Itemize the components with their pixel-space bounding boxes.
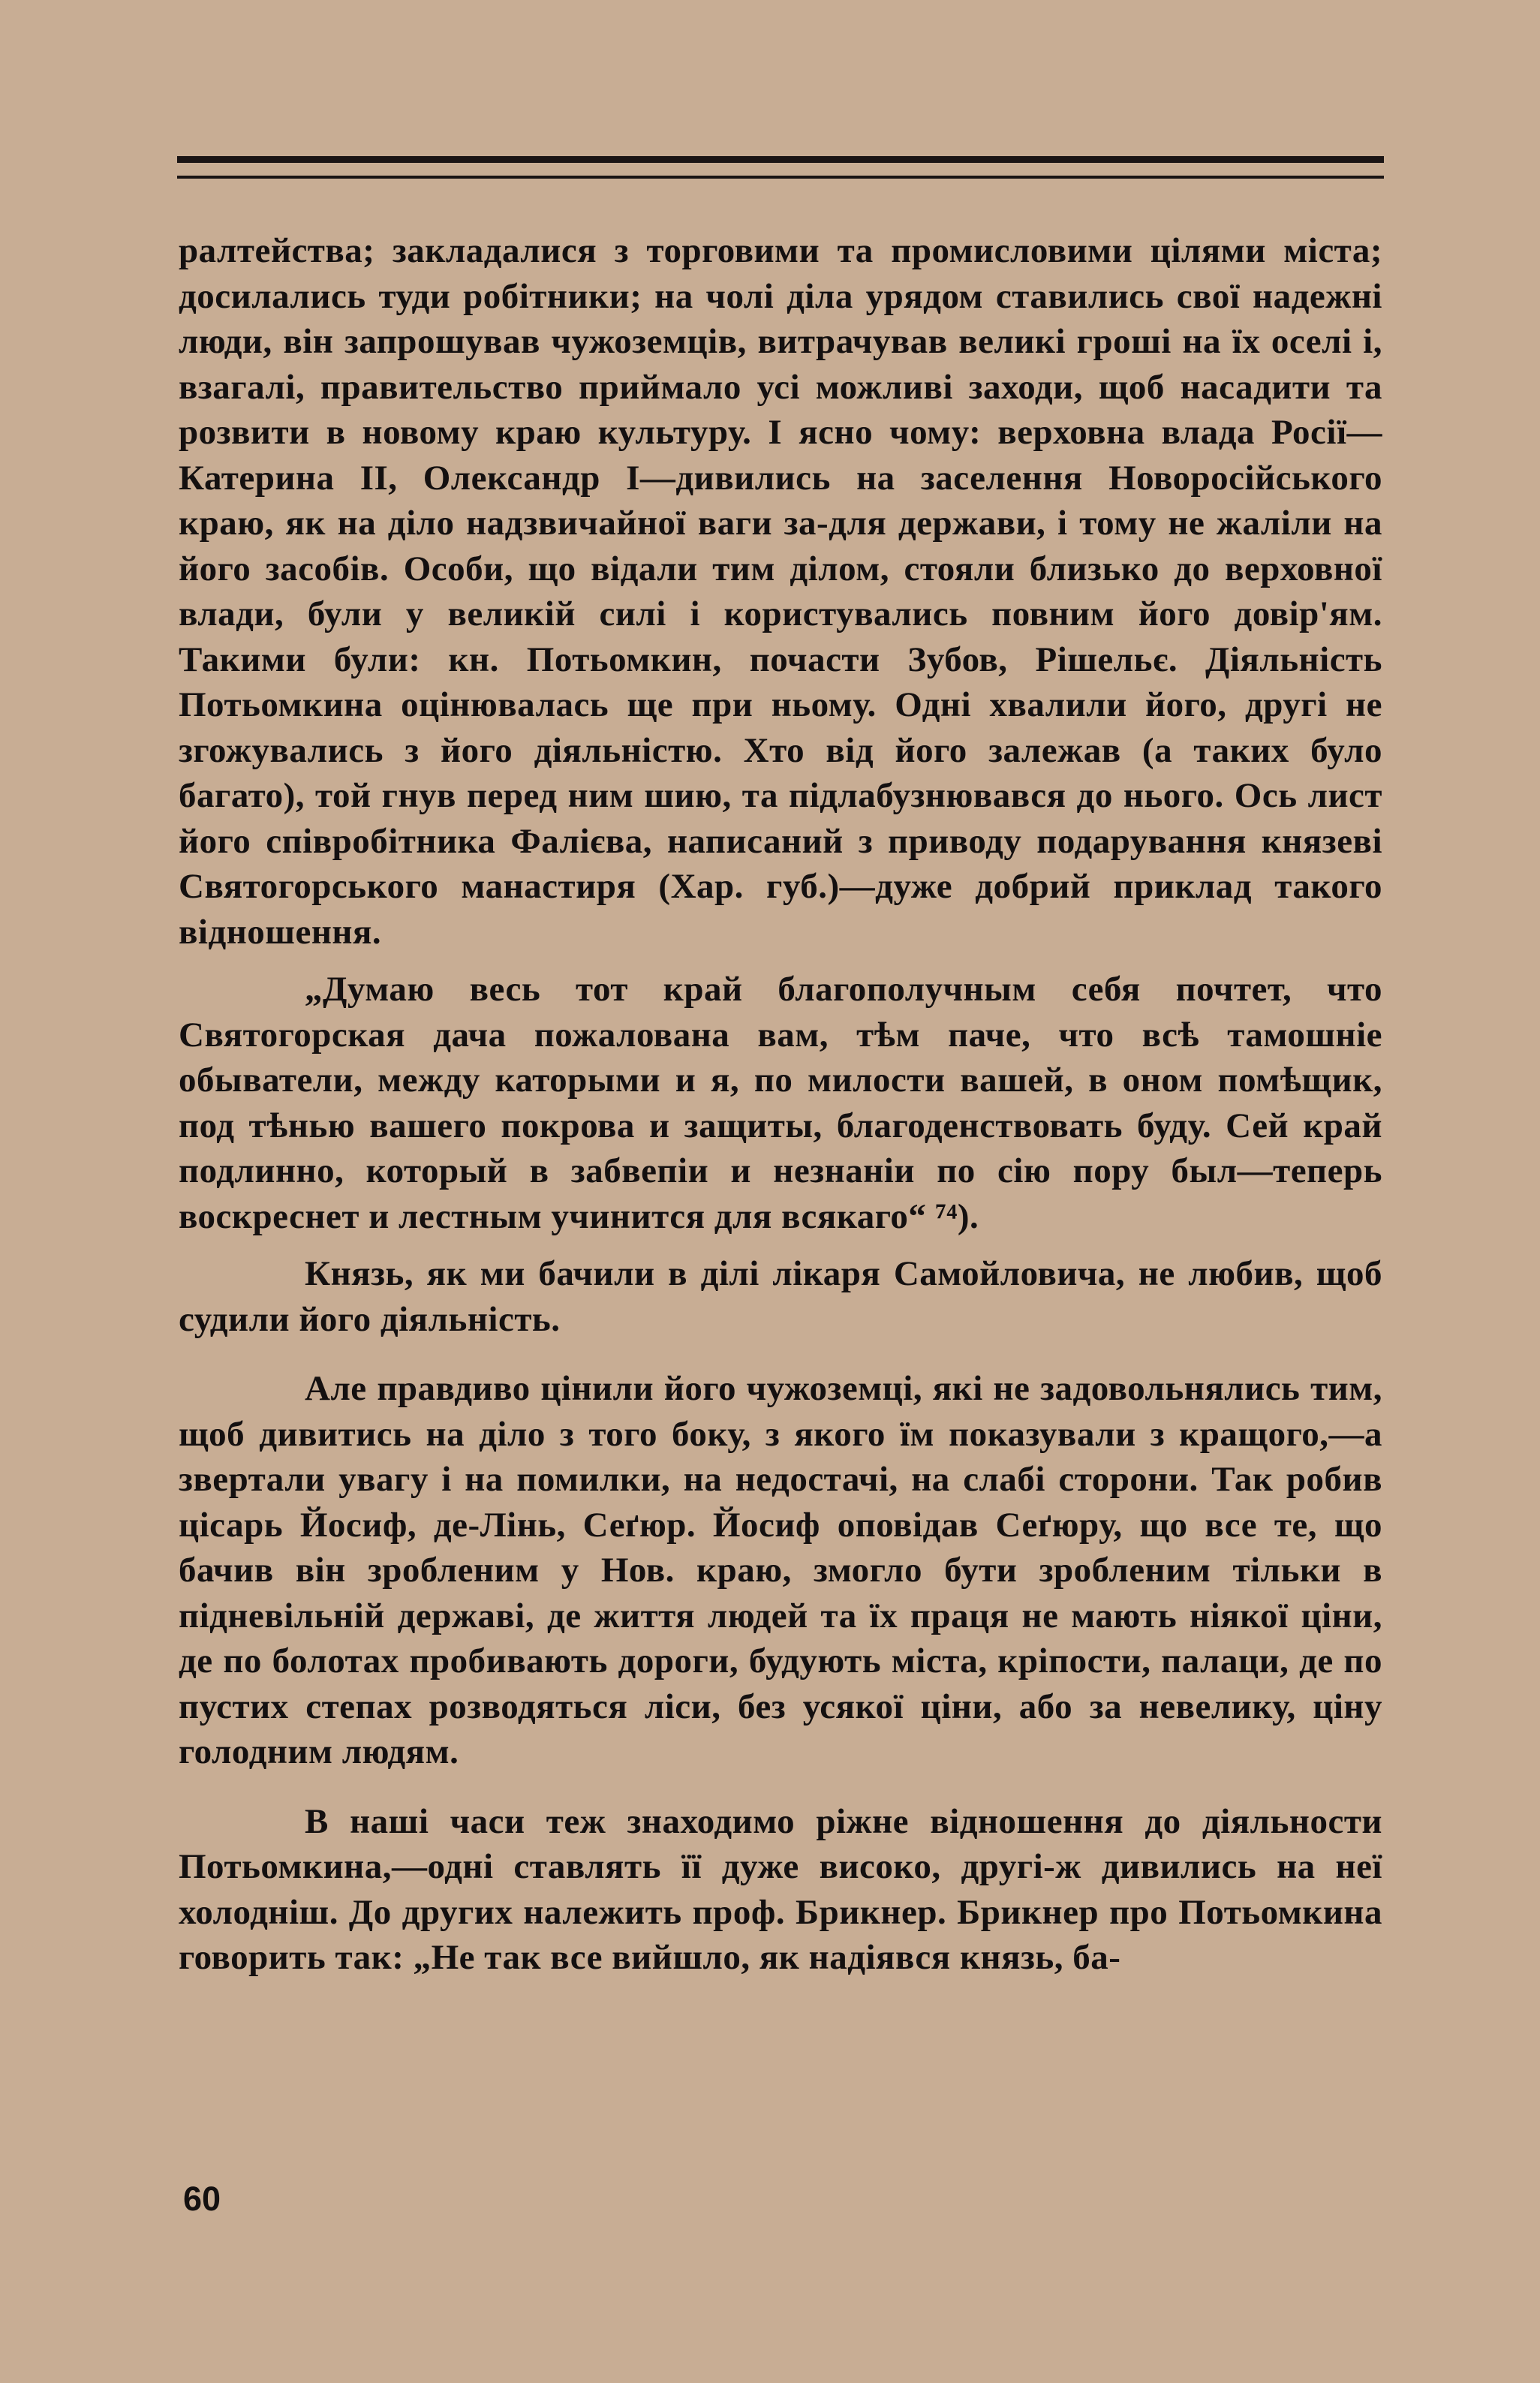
quote-paragraph: „Думаю весь тот край благополучным себя почтет, что Святогорская дача пожалована вам, тѣм паче, что всѣ тамошніе обыватели, между каторыми и я, по милости вашей, в оном помѣщик, под тѣнью вашего покрова и защиты, благоденствовать буду. Сей край подлинно, который в забвепіи и незнаніи по сію пору был—теперь воскреснет и лестным учинится для всякаго“ ⁷⁴). bbox=[179, 970, 1382, 1236]
paragraph-4: Але правдиво цінили його чужоземці, які не задовольнялись тим, щоб дивитись на діло з того боку, з якого їм показували з кращого,—а звертали увагу і на помилки, на недостачі, на слабі сторони. Так робив цісарь Йосиф, де-Лінь, Сеґюр. Йосиф оповідав Сеґюру, що все те, що бачив він зробленим у Нов. краю, змогло бути зробленим тільки в підневільній державі, де життя людей та їх праця не мають ніякої ціни, де по болотах пробивають дороги, будують міста, кріпости, палаци, де по пустих степах розводяться ліси, без усякої ціни, або за невелику, ціну голодним людям. bbox=[179, 1369, 1382, 1771]
page-number: 60 bbox=[183, 2180, 221, 2218]
paragraph-5: В наші часи теж знаходимо ріжне відношення до діяльности Потьомкина,—одні ставлять її дуже високо, другі-ж дивились на неї холодніш. До других належить проф. Брикнер. Брикнер про Потьомкина говорить так: „Не так все вийшло, як надіявся князь, ба- bbox=[179, 1801, 1382, 1977]
header-rule-thin bbox=[177, 176, 1384, 179]
header-rule-thick bbox=[177, 156, 1384, 163]
body-text bbox=[179, 228, 1382, 1981]
paragraph-1: ралтейства; закладалися з торговими та промисловими цілями міста; досилались туди робітники; на чолі діла урядом ставились свої надежні люди, він запрошував чужоземців, витрачував великі гроші на їх оселі і, взагалі, правительство приймало усі можливі заходи, щоб насадити та розвити в новому краю культуру. І ясно чому: верховна влада Росії—Катерина II, Олександр I—дивились на заселення Новоросійського краю, як на діло надзвичайної ваги за-для держави, і тому не жаліли на його засобів. Особи, що відали тим ділом, стояли близько до верховної влади, були у великій силі і користувались повним його довір'ям. Такими були: кн. Потьомкин, почасти Зубов, Рішельє. Діяльність Потьомкина оцінювалась ще при ньому. Одні хвалили його, другі не згожувались з його діяльністю. Хто від його залежав (а таких було багато), той гнув перед ним шию, та підлабузнювався до нього. Ось лист його співробітника Фалієва, написаний з приводу подарування князеві Святогорського манастиря (Хар. губ.)—дуже добрий приклад такого відношення. bbox=[179, 231, 1382, 952]
paragraph-3: Князь, як ми бачили в ділі лікаря Самойловича, не любив, щоб судили його діяльність. bbox=[179, 1254, 1382, 1339]
